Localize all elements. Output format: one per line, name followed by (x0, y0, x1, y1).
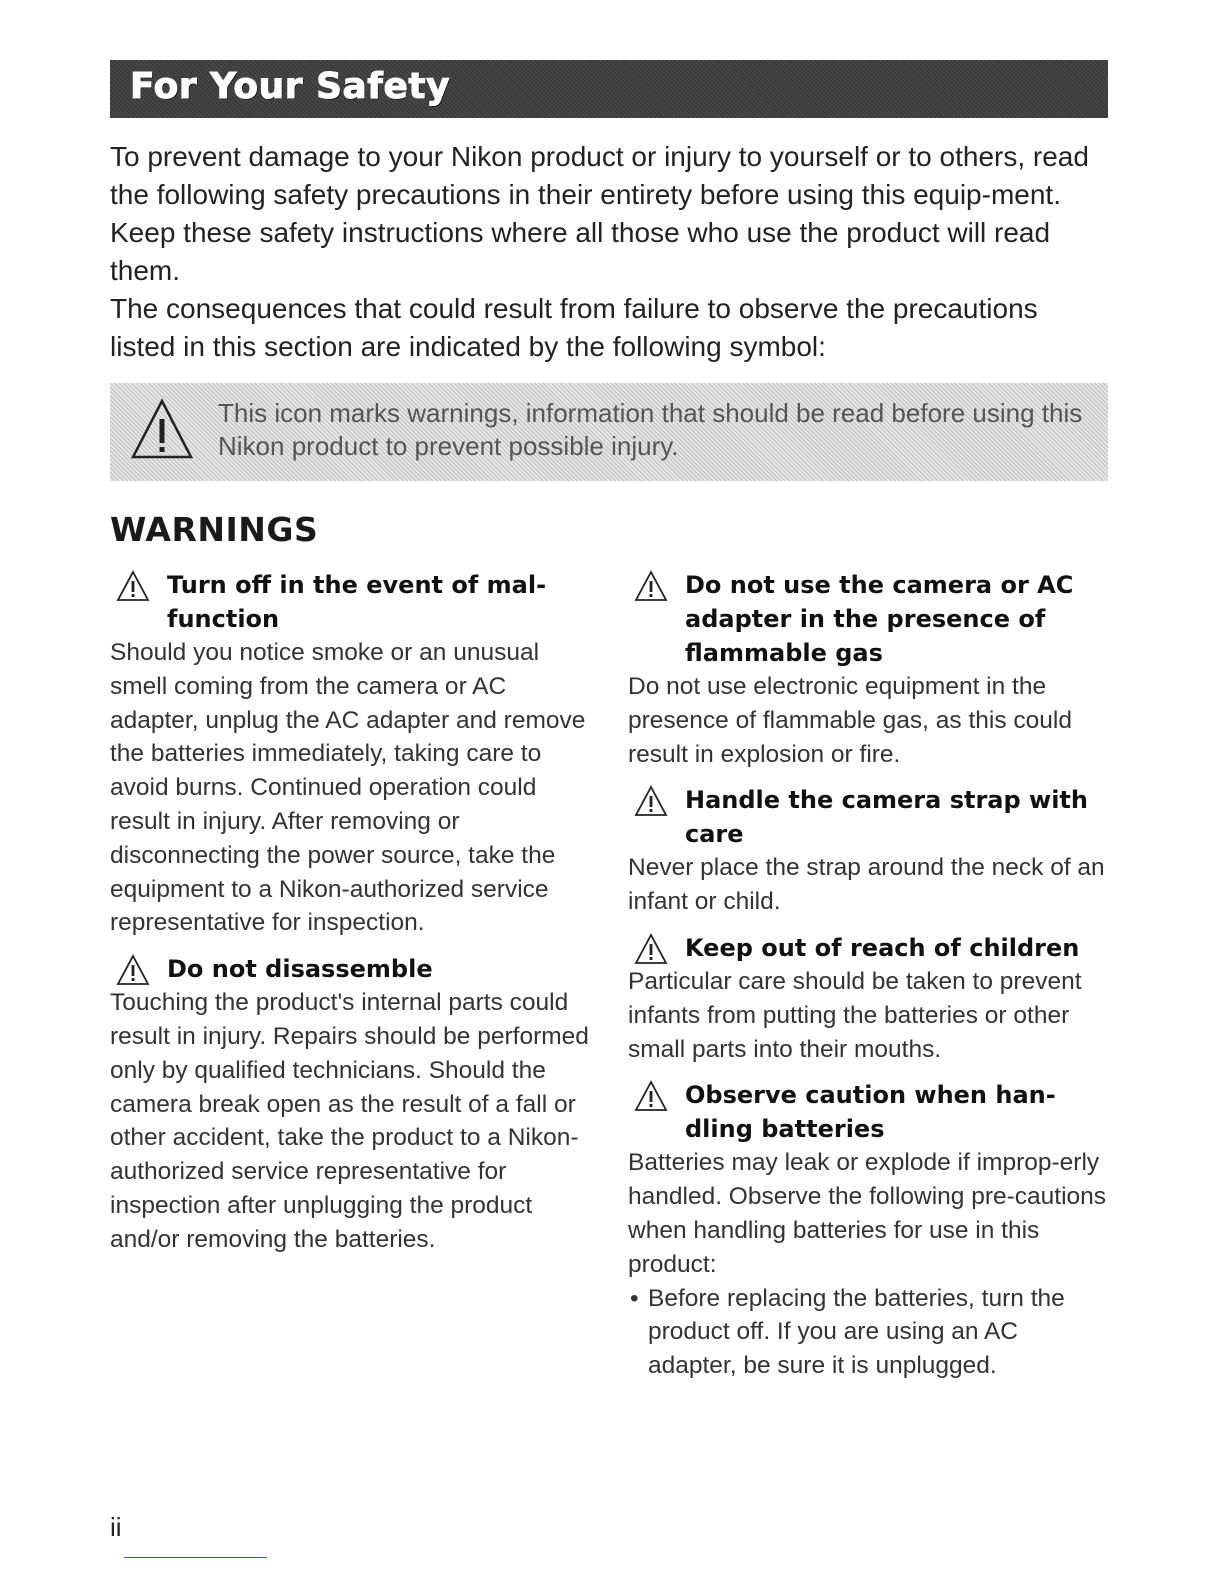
warning-body: Should you notice smoke or an unusual smell coming from the camera or AC adapter, unplug the AC adapter and remove the batteries immediately, taking care to avoid burns. Continued operation could result in injury. After removing or disconnecting the power source, take the equipment to a Nikon-authorized service representative for inspection. (110, 639, 586, 937)
warning-title-text: Observe caution when han-dling batteries (685, 1081, 1056, 1144)
warning-title (110, 568, 590, 636)
warning-title-text: Turn off in the event of mal-function (167, 571, 547, 633)
warning-body: Do not use electronic equipment in the presence of flammable gas, as this could result in explosion or fire. (628, 673, 1072, 768)
warning-triangle-icon (130, 397, 194, 461)
warning-title (628, 931, 1108, 965)
warning-icon (116, 570, 150, 602)
warning-body: Particular care should be taken to prevent infants from putting the batteries or other small parts into their mouths. (628, 967, 1082, 1063)
warning-item (110, 952, 590, 1256)
warning-title-text: Handle the camera strap with care (685, 786, 1088, 849)
warnings-heading: WARNINGS (110, 510, 319, 549)
warning-item (628, 568, 1108, 771)
symbol-description: This icon marks warnings, information that should be read before using this Nikon product to prevent possible injury. (218, 398, 1083, 461)
warning-title (110, 952, 590, 986)
warning-body: Never place the strap around the neck of an infant or child. (628, 854, 1105, 916)
warning-body: Batteries may leak or explode if improp-erly handled. Observe the following pre-cautions when handling batteries for use in this product: (628, 1149, 1107, 1278)
warning-icon (634, 570, 668, 602)
warning-title-text: Keep out of reach of children (685, 933, 1080, 962)
section-title-bar (110, 60, 1108, 118)
page-title: For Your Safety (130, 66, 451, 107)
warning-title-text: Do not use the camera or AC adapter in the presence of flammable gas (685, 571, 1074, 667)
bullet-dot: • (630, 1284, 639, 1312)
warnings-right-column (628, 568, 1108, 1395)
warning-icon (116, 954, 150, 986)
warning-icon (634, 1080, 668, 1112)
warning-icon (634, 785, 668, 817)
page-number: ii (110, 1512, 122, 1542)
warning-title-text: Do not disassemble (167, 955, 433, 984)
warning-icon (634, 933, 668, 965)
warning-item (628, 931, 1108, 1066)
warnings-left-column (110, 568, 590, 1269)
bullet-item (628, 1282, 1108, 1383)
intro-text (110, 138, 1110, 366)
footer-rule (124, 1557, 267, 1558)
warning-item (110, 568, 590, 940)
warning-body: Touching the product's internal parts could result in injury. Repairs should be performed only by qualified technicians. Should the camera break open as the result of a fall or other accident, take the product to a Nikon-authorized service representative for inspection after unplugging the product and/or removing the batteries. (110, 989, 589, 1253)
warning-title (628, 1078, 1108, 1146)
warning-item (628, 783, 1108, 919)
intro-paragraph-2: The consequences that could result from failure to observe the precautions listed in this section are indicated by the following symbol: (110, 293, 1038, 362)
warning-title (628, 568, 1108, 670)
intro-paragraph-1: To prevent damage to your Nikon product or injury to yourself or to others, read the following safety precautions in their entirety before using this equip-ment. Keep these safety instructions where all those who use the product will read them. (110, 141, 1089, 286)
warning-symbol-legend (110, 383, 1108, 481)
bullet-text: Before replacing the batteries, turn the product off. If you are using an AC adapter, be sure it is unplugged. (648, 1284, 1065, 1380)
warning-item (628, 1078, 1108, 1383)
warning-title (628, 783, 1108, 851)
